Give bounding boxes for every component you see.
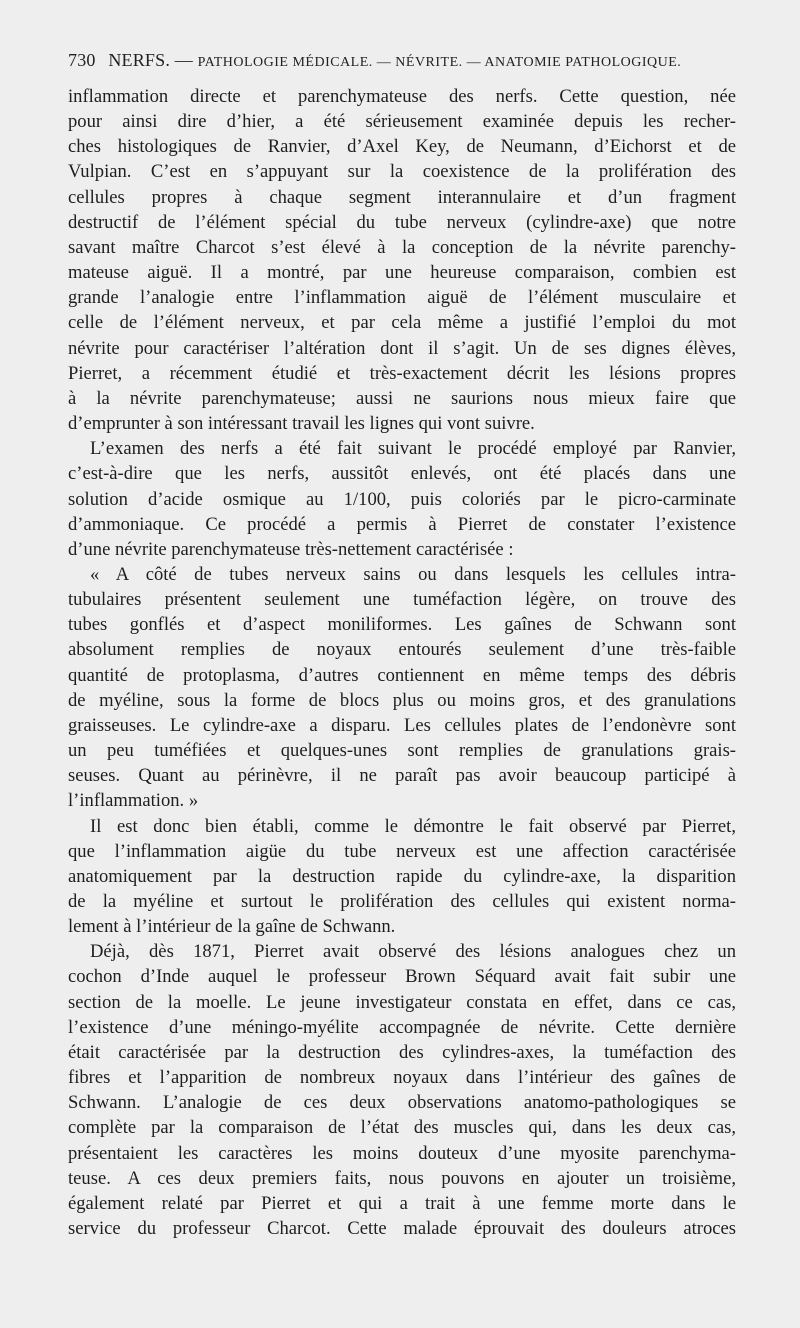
text-line: tubes gonflés et d’aspect moniliformes. Les gaînes de Schwann sont bbox=[68, 614, 736, 636]
text-line: seuses. Quant au périnèvre, il ne paraît pas avoir beaucoup participé à bbox=[68, 765, 736, 787]
text-line: Schwann. L’analogie de ces deux observations anatomo-pathologiques se bbox=[68, 1092, 736, 1114]
text-line: grande l’analogie entre l’inflammation aiguë de l’élément musculaire et bbox=[68, 287, 736, 309]
text-line: tubulaires présentent seulement une tuméfaction légère, on trouve des bbox=[68, 589, 736, 611]
header-section: NERFS. — bbox=[108, 50, 193, 70]
text-line: était caractérisée par la destruction des cylindres-axes, la tuméfaction des bbox=[68, 1041, 736, 1063]
running-header bbox=[68, 50, 738, 71]
text-line: section de la moelle. Le jeune investigateur constata en effet, dans ce cas, bbox=[68, 991, 736, 1013]
text-line: ches histologiques de Ranvier, d’Axel Key, de Neumann, d’Eichorst et de bbox=[68, 136, 736, 158]
text-line: cochon d’Inde auquel le professeur Brown Séquard avait fait subir une bbox=[68, 966, 736, 988]
text-line: mateuse aiguë. Il a montré, par une heureuse comparaison, combien est bbox=[68, 262, 736, 284]
text-line: à la névrite parenchymateuse; aussi ne saurions nous mieux faire que bbox=[68, 387, 736, 409]
text-line: celle de l’élément nerveux, et par cela même a justifié l’emploi du mot bbox=[68, 312, 736, 334]
body-text bbox=[68, 84, 736, 1241]
text-line: Vulpian. C’est en s’appuyant sur la coexistence de la prolifération des bbox=[68, 161, 736, 183]
text-line: c’est-à-dire que les nerfs, aussitôt enlevés, ont été placés dans une bbox=[68, 463, 736, 485]
text-line: de la myéline et surtout le prolifération des cellules qui existent norma- bbox=[68, 891, 736, 912]
header-running-title: PATHOLOGIE MÉDICALE. — NÉVRITE. — ANATOMIE PATHOLOGIQUE. bbox=[197, 55, 682, 70]
text-line: service du professeur Charcot. Cette malade éprouvait des douleurs atroces bbox=[68, 1218, 736, 1240]
text-line: L’examen des nerfs a été fait suivant le procédé employé par Ranvier, bbox=[90, 438, 736, 460]
text-line: cellules propres à chaque segment interannulaire et d’un fragment bbox=[68, 186, 736, 208]
text-line: d’une névrite parenchymateuse très-nettement caractérisée : bbox=[68, 538, 514, 560]
text-line: lement à l’intérieur de la gaîne de Schwann. bbox=[68, 916, 396, 938]
text-line: que l’inflammation aigüe du tube nerveux est une affection caractérisée bbox=[68, 840, 736, 862]
text-line: de myéline, sous la forme de blocs plus ou moins gros, et des granulations bbox=[68, 689, 736, 711]
text-line: graisseuses. Le cylindre-axe a disparu. Les cellules plates de l’endonèvre sont bbox=[68, 714, 736, 736]
text-line: d’ammoniaque. Ce procédé a permis à Pierret de constater l’existence bbox=[68, 513, 736, 535]
text-line: absolument remplies de noyaux entourés seulement d’une très-faible bbox=[68, 639, 736, 661]
text-line: présentaient les caractères les moins douteux d’une myosite parenchyma- bbox=[68, 1142, 736, 1164]
text-line: anatomiquement par la destruction rapide du cylindre-axe, la disparition bbox=[68, 865, 736, 887]
text-line: Déjà, dès 1871, Pierret avait observé des lésions analogues chez un bbox=[90, 941, 736, 963]
text-line: Pierret, a récemment étudié et très-exactement décrit les lésions propres bbox=[68, 362, 736, 384]
text-line: un peu tuméfiées et quelques-unes sont remplies de granulations grais- bbox=[68, 740, 736, 762]
text-line: inflammation directe et parenchymateuse des nerfs. Cette question, née bbox=[68, 86, 736, 107]
text-line: d’emprunter à son intéressant travail les lignes qui vont suivre. bbox=[68, 413, 535, 435]
text-line: pour ainsi dire d’hier, a été sérieusement examinée depuis les recher- bbox=[68, 111, 736, 133]
text-line: « A côté de tubes nerveux sains ou dans lesquels les cellules intra- bbox=[90, 563, 736, 585]
text-line: solution d’acide osmique au 1/100, puis coloriés par le picro-carminate bbox=[68, 488, 736, 510]
page-number: 730 bbox=[68, 50, 96, 70]
text-line: l’inflammation. » bbox=[68, 790, 199, 812]
text-line: quantité de protoplasma, d’autres contiennent en même temps des débris bbox=[68, 664, 736, 686]
text-line: complète par la comparaison de l’état des muscles qui, dans les deux cas, bbox=[68, 1117, 736, 1139]
text-line: teuse. A ces deux premiers faits, nous pouvons en ajouter un troisième, bbox=[68, 1167, 736, 1189]
text-line: fibres et l’apparition de nombreux noyaux dans l’intérieur des gaînes de bbox=[68, 1067, 736, 1089]
text-line: destructif de l’élément spécial du tube nerveux (cylindre-axe) que notre bbox=[68, 211, 736, 233]
text-line: l’existence d’une méningo-myélite accompagnée de névrite. Cette dernière bbox=[68, 1016, 736, 1038]
text-line: névrite pour caractériser l’altération dont il s’agit. Un de ses dignes élèves, bbox=[68, 337, 736, 359]
text-line: Il est donc bien établi, comme le démontre le fait observé par Pierret, bbox=[90, 815, 736, 837]
text-line: savant maître Charcot s’est élevé à la conception de la névrite parenchy- bbox=[68, 236, 736, 258]
text-line: également relaté par Pierret et qui a trait à une femme morte dans le bbox=[68, 1192, 736, 1214]
